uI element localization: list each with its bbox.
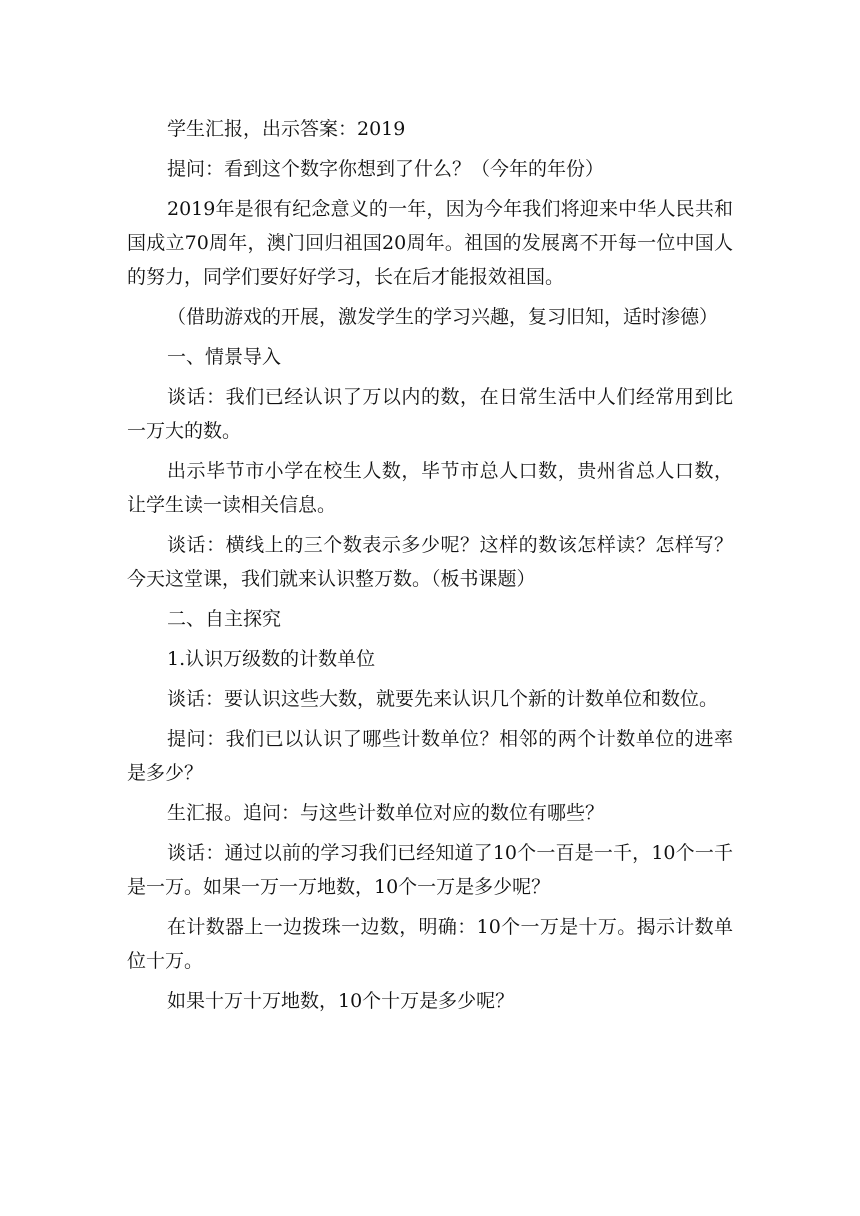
paragraph-game-note: （借助游戏的开展，激发学生的学习兴趣，复习旧知，适时渗德） [167, 306, 719, 328]
section-heading-intro: 一、情景导入 [167, 346, 282, 368]
subsection-heading-units: 1.认识万级数的计数单位 [167, 648, 376, 670]
document-body [127, 112, 733, 1024]
paragraph-question-number: 提问：看到这个数字你想到了什么？（今年的年份） [167, 158, 605, 180]
paragraph-talk-counting: 谈话：通过以前的学习我们已经知道了10个一百是一千，10个一千是一万。如果一万一万地数，10个一万是多少呢？ [127, 842, 733, 898]
paragraph-talk-lesson-topic: 谈话：横线上的三个数表示多少呢？这样的数该怎样读？怎样写？今天这堂课，我们就来认识整万数。（板书课题） [127, 534, 733, 590]
paragraph-abacus: 在计数器上一边拨珠一边数，明确：10个一万是十万。揭示计数单位十万。 [127, 916, 733, 972]
paragraph-show-population: 出示毕节市小学在校生人数，毕节市总人口数，贵州省总人口数，让学生读一读相关信息。 [127, 460, 733, 516]
paragraph-student-report: 学生汇报，出示答案：2019 [167, 118, 406, 140]
paragraph-question-units: 提问：我们已以认识了哪些计数单位？相邻的两个计数单位的进率是多少？ [127, 728, 733, 784]
paragraph-talk-new-units: 谈话：要认识这些大数，就要先来认识几个新的计数单位和数位。 [167, 688, 719, 710]
section-heading-explore: 二、自主探究 [167, 608, 282, 630]
paragraph-hundred-thousand: 如果十万十万地数，10个十万是多少呢？ [167, 990, 515, 1012]
paragraph-anniversary: 2019年是很有纪念意义的一年，因为今年我们将迎来中华人民共和国成立70周年，澳门回归祖国20周年。祖国的发展离不开每一位中国人的努力，同学们要好好学习，长在后才能报效祖国。 [127, 198, 733, 288]
paragraph-student-answer: 生汇报。追问：与这些计数单位对应的数位有哪些？ [167, 802, 605, 824]
paragraph-talk-known-numbers: 谈话：我们已经认识了万以内的数，在日常生活中人们经常用到比一万大的数。 [127, 386, 733, 442]
